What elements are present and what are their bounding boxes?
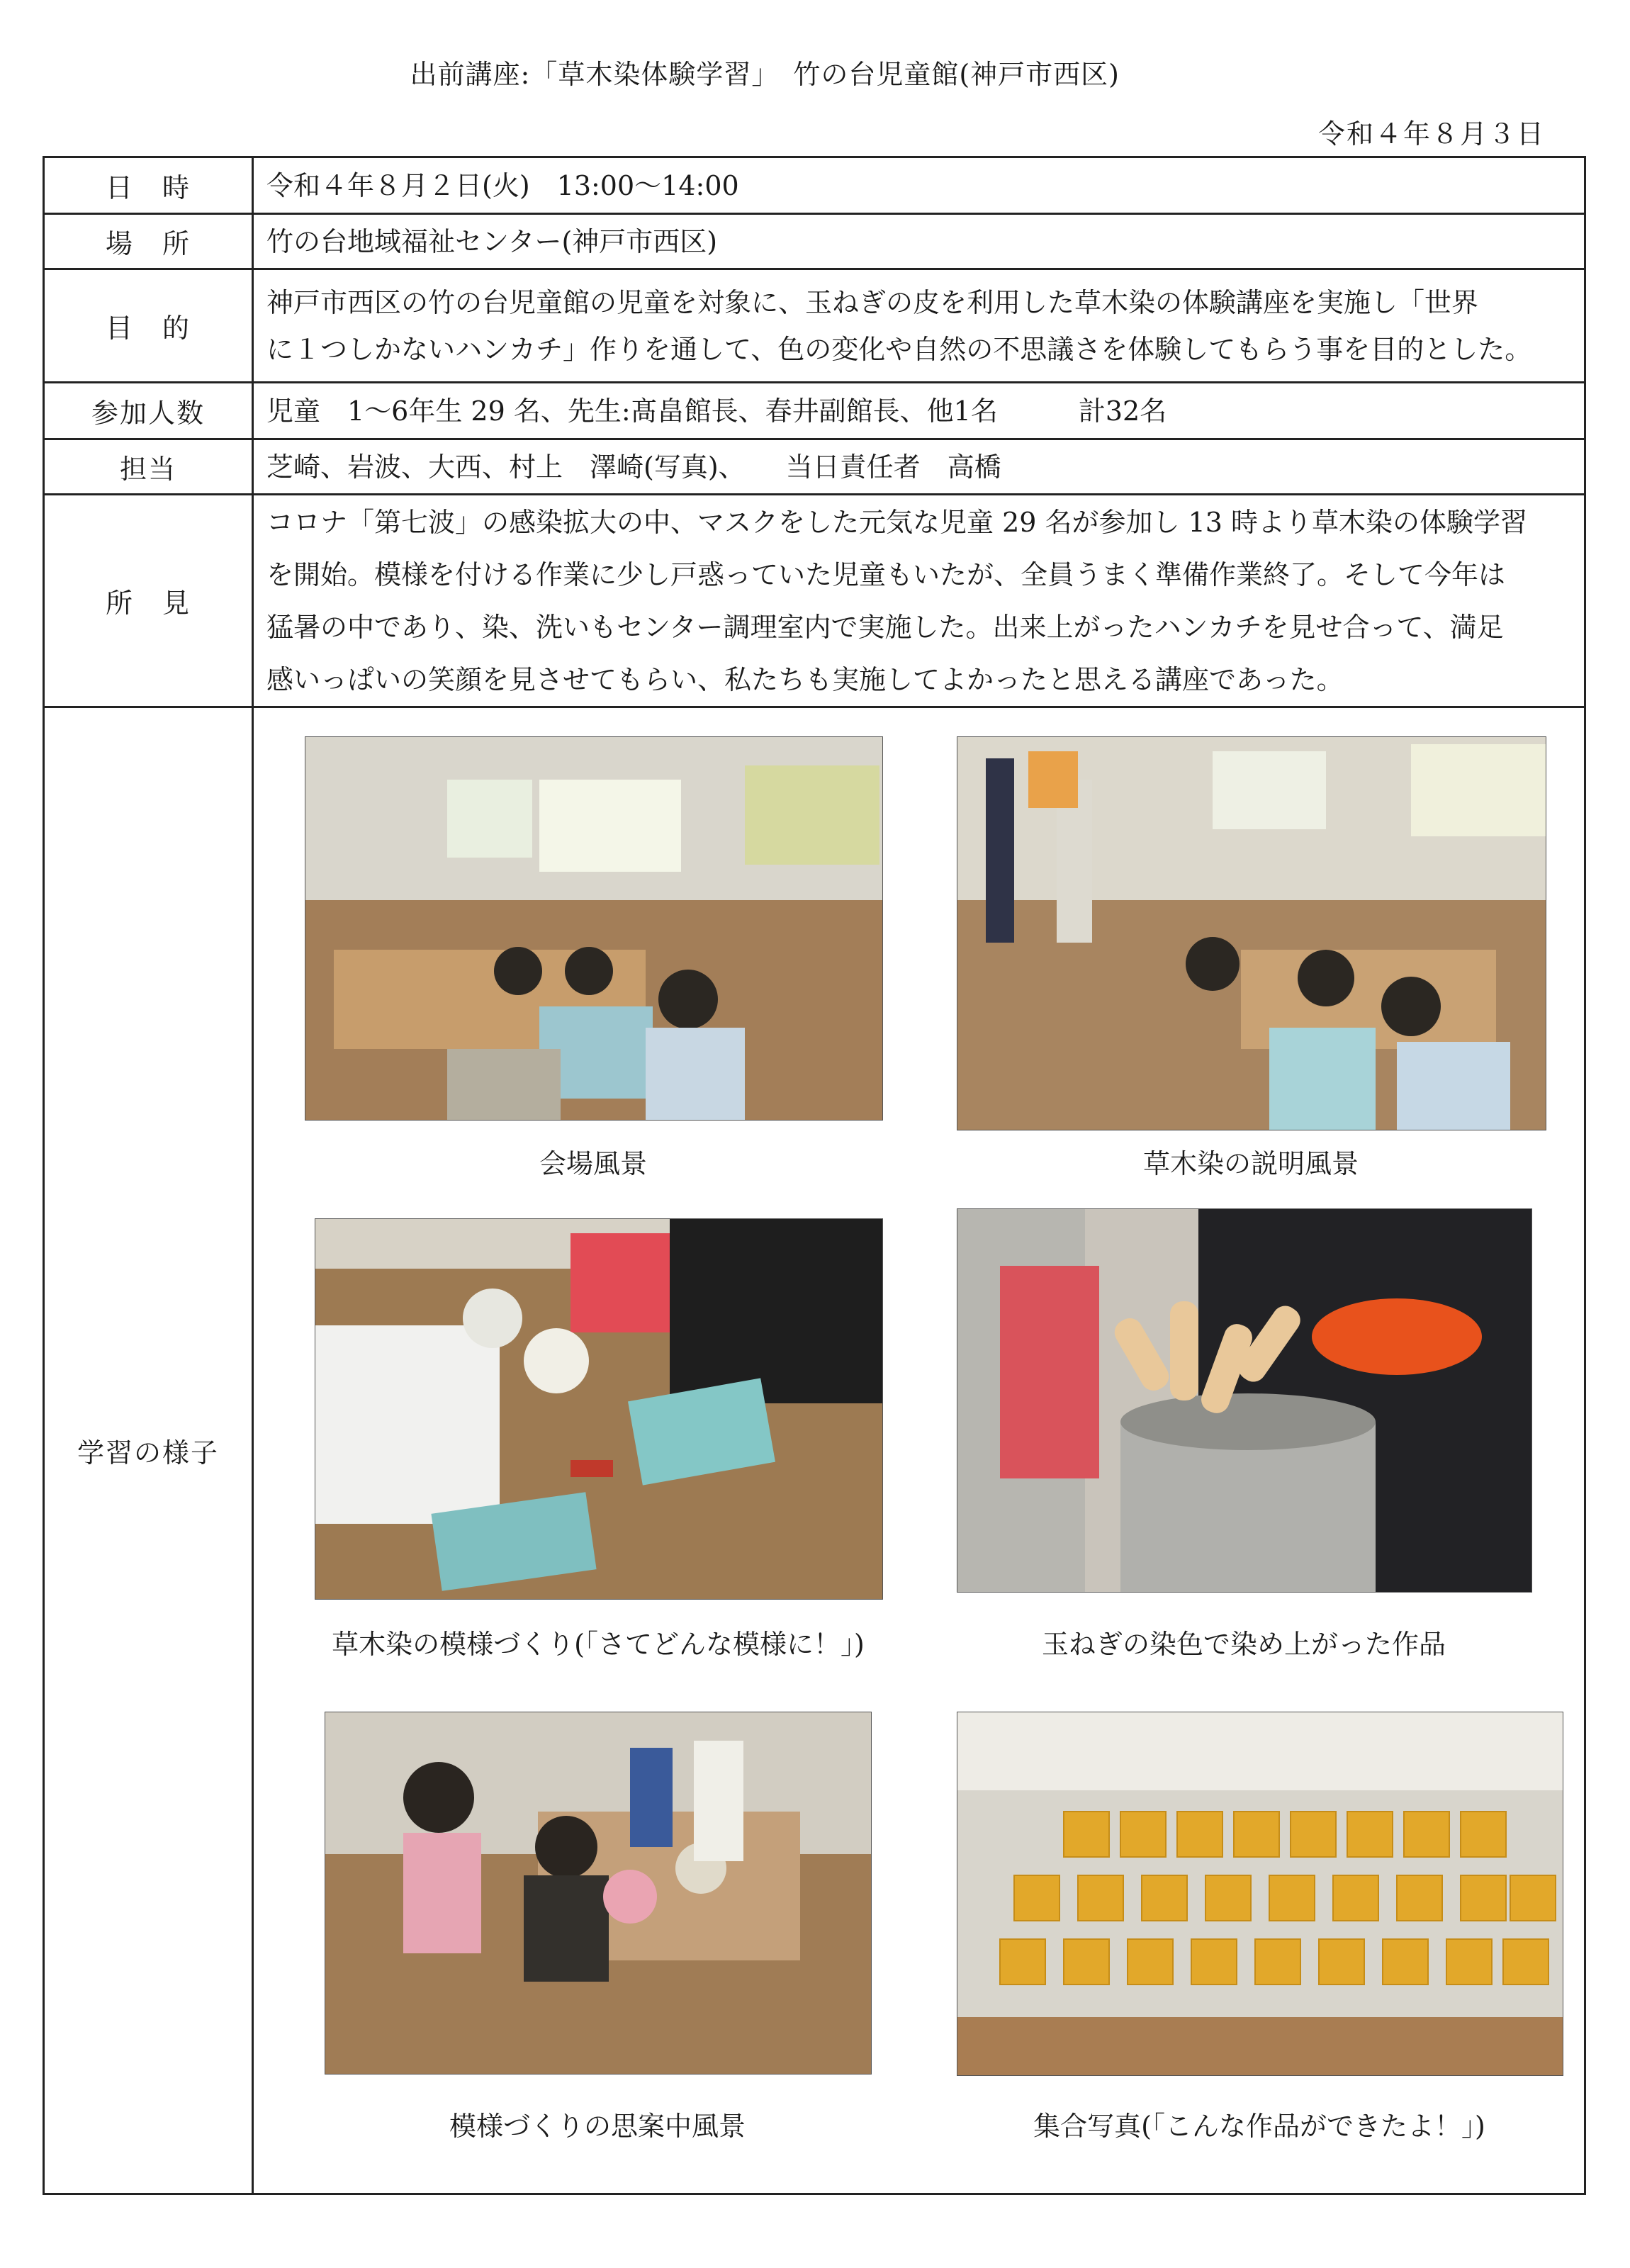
learning-photos-cell — [253, 707, 1585, 2194]
handkerchief — [1461, 1812, 1506, 1857]
document-title: 出前講座:「草木染体験学習」 竹の台児童館(神戸市西区) — [410, 59, 1120, 90]
caption-dyed-work: 玉ねぎの染色で染め上がった作品 — [1041, 1629, 1446, 1660]
purpose-line-2: に１つしかないハンカチ」作りを通して、色の変化や自然の不思議さを体験してもらう事を目的とした。 — [266, 333, 1532, 365]
row-place — [44, 214, 1585, 269]
report-table — [43, 156, 1586, 2195]
photo-thinking — [325, 1712, 872, 2075]
value-datetime: 令和４年８月２日(火) 13:00～14:00 — [253, 157, 1585, 214]
row-staff — [44, 439, 1585, 495]
handkerchief — [1291, 1812, 1336, 1857]
label-staff: 担当 — [44, 439, 253, 495]
row-datetime — [44, 157, 1585, 214]
handkerchief — [1177, 1812, 1222, 1857]
row-learning — [44, 707, 1585, 2194]
handkerchief — [1064, 1812, 1109, 1857]
photo-pattern-making — [315, 1218, 883, 1600]
label-purpose: 目 的 — [44, 269, 253, 383]
document-date: 令和４年８月３日 — [1317, 118, 1545, 150]
row-findings — [44, 495, 1585, 707]
handkerchief — [1078, 1875, 1123, 1921]
handkerchief — [1014, 1875, 1060, 1921]
value-findings — [253, 495, 1585, 707]
photo-dyed-work — [957, 1208, 1532, 1593]
purpose-line-1: 神戸市西区の竹の台児童館の児童を対象に、玉ねぎの皮を利用した草木染の体験講座を実施し「世界 — [266, 286, 1479, 318]
row-purpose — [44, 269, 1585, 383]
photo-grid — [254, 708, 1584, 2193]
handkerchief — [1064, 1939, 1109, 1984]
caption-venue: 会場風景 — [539, 1148, 647, 1179]
label-place: 場 所 — [44, 214, 253, 269]
caption-explanation: 草木染の説明風景 — [1142, 1148, 1359, 1179]
photo-explanation — [957, 736, 1546, 1130]
label-datetime: 日 時 — [44, 157, 253, 214]
value-place: 竹の台地域福祉センター(神戸市西区) — [253, 214, 1585, 269]
handkerchief — [1446, 1939, 1492, 1984]
handkerchief — [1397, 1875, 1442, 1921]
caption-group: 集合写真(「こんな作品ができたよ！」) — [1033, 2111, 1485, 2142]
findings-line-4: 感いっぱいの笑顔を見させてもらい、私たちも実施してよかったと思える講座であった。 — [266, 663, 1344, 695]
photo-venue — [305, 736, 883, 1121]
handkerchief — [1000, 1939, 1045, 1984]
handkerchief — [1191, 1939, 1237, 1984]
handkerchief — [1269, 1875, 1315, 1921]
label-participants: 参加人数 — [44, 383, 253, 439]
handkerchief — [1205, 1875, 1251, 1921]
handkerchief — [1319, 1939, 1364, 1984]
handkerchief — [1234, 1812, 1279, 1857]
findings-line-2: を開始。模様を付ける作業に少し戸惑っていた児童もいたが、全員うまく準備作業終了。そして今年は — [266, 558, 1506, 590]
handkerchief — [1120, 1812, 1166, 1857]
handkerchief — [1503, 1939, 1548, 1984]
handkerchief — [1383, 1939, 1428, 1984]
value-staff: 芝崎、岩波、大西、村上 澤崎(写真)、 当日責任者 高橋 — [253, 439, 1585, 495]
handkerchief — [1142, 1875, 1187, 1921]
findings-line-3: 猛暑の中であり、染、洗いもセンター調理室内で実施した。出来上がったハンカチを見せ合って、満足 — [266, 611, 1504, 643]
caption-pattern-making: 草木染の模様づくり(「さてどんな模様に！」) — [332, 1629, 865, 1660]
handkerchief — [1255, 1939, 1300, 1984]
value-purpose — [253, 269, 1585, 383]
row-participants — [44, 383, 1585, 439]
handkerchief — [1333, 1875, 1378, 1921]
label-findings: 所 見 — [44, 495, 253, 707]
handkerchief — [1128, 1939, 1173, 1984]
value-participants: 児童 1～6年生 29 名、先生:髙畠館長、春井副館長、他1名 計32名 — [253, 383, 1585, 439]
label-learning: 学習の様子 — [44, 707, 253, 2194]
photo-group — [957, 1712, 1563, 2076]
handkerchief — [1347, 1812, 1393, 1857]
findings-line-1: コロナ「第七波」の感染拡大の中、マスクをした元気な児童 29 名が参加し 13 時より草木染の体験学習 — [266, 506, 1528, 538]
caption-thinking: 模様づくりの思案中風景 — [449, 2111, 746, 2142]
handkerchief — [1404, 1812, 1449, 1857]
handkerchief — [1461, 1875, 1506, 1921]
handkerchief — [1510, 1875, 1556, 1921]
